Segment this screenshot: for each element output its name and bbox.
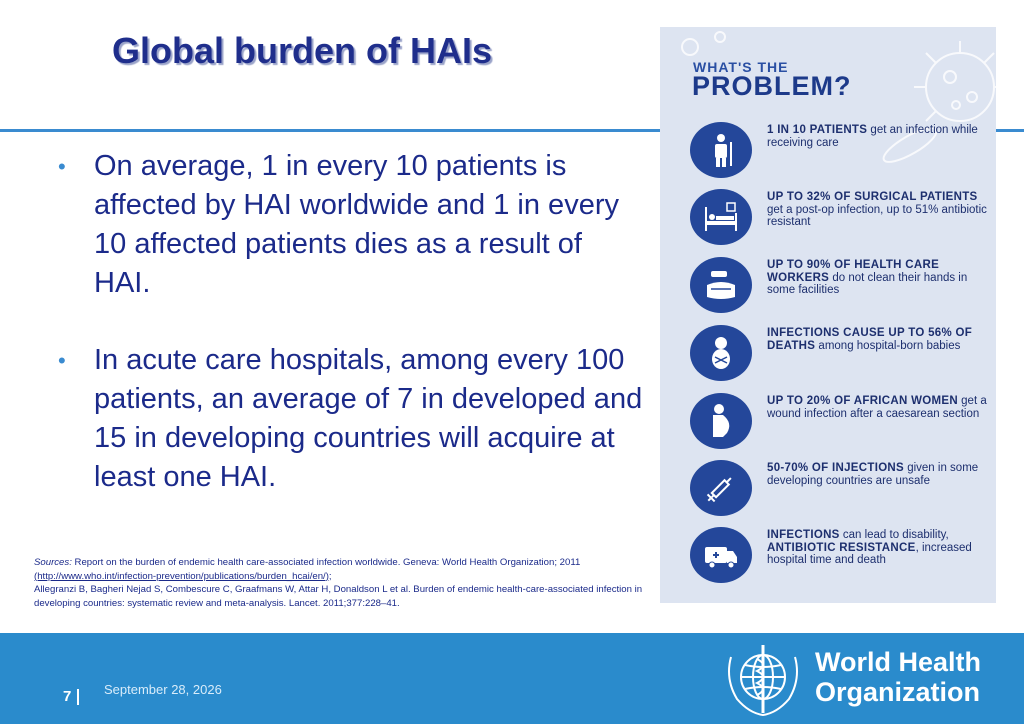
infographic-item-text: UP TO 20% OF AFRICAN WOMEN get a wound infection after a caesarean section <box>767 395 987 420</box>
page-number-divider <box>77 689 79 705</box>
infographic-heading-small: WHAT'S THE <box>693 59 789 75</box>
page-number: 7 <box>63 688 72 705</box>
infographic-item-text: INFECTIONS CAUSE UP TO 56% OF DEATHS among hospital-born babies <box>767 327 973 352</box>
pregnant-woman-icon <box>703 403 739 439</box>
infographic-item-text: UP TO 32% OF SURGICAL PATIENTS get a post-op infection, up to 51% antibiotic resistant <box>767 191 987 228</box>
footer-date: September 28, 2026 <box>104 682 222 697</box>
who-emblem-icon <box>721 639 805 719</box>
sources-label: Sources: <box>34 557 72 568</box>
ambulance-icon <box>703 537 739 573</box>
infographic-item-text: INFECTIONS can lead to disability, ANTIBIOTIC RESISTANCE, increased hospital time and death <box>767 529 972 566</box>
who-wordmark <box>815 647 981 707</box>
infographic-item <box>690 460 990 516</box>
infographic-item <box>690 527 990 583</box>
hospital-bed-icon <box>703 199 739 235</box>
bullet-item <box>58 341 643 497</box>
infographic-item-text: 1 IN 10 PATIENTS get an infection while receiving care <box>767 124 978 149</box>
infographic-item-text: UP TO 90% OF HEALTH CARE WORKERS do not clean their hands in some facilities <box>767 259 968 296</box>
infographic-heading-large: PROBLEM? <box>692 71 852 101</box>
source-link-suffix: ; <box>328 570 332 582</box>
slide-title: Global burden of HAIs <box>112 30 493 71</box>
source-2: Allegranzi B, Bagheri Nejad S, Combescure C, Graafmans W, Attar H, Donaldson L et al. Burden of endemic health-care-associated infection in developing countries: systematic review and meta-analysis. Lancet. 2011;377:228–41. <box>34 584 643 609</box>
who-name-line2: Organization <box>815 677 981 707</box>
problem-infographic <box>660 27 996 603</box>
bullet-dot-icon: • <box>58 348 66 373</box>
infographic-item <box>690 325 990 381</box>
handwash-icon <box>703 267 739 303</box>
bullet-text: On average, 1 in every 10 patients is affected by HAI worldwide and 1 in every 10 affected patients dies as a result of HAI. <box>94 150 619 299</box>
bullet-list <box>58 147 643 535</box>
infographic-item <box>690 189 990 245</box>
infographic-item-text: 50-70% OF INJECTIONS given in some developing countries are unsafe <box>767 462 979 487</box>
infographic-item <box>690 393 990 449</box>
who-name-line1: World Health <box>815 647 982 677</box>
baby-icon <box>703 335 739 371</box>
infographic-item <box>690 257 990 313</box>
bullet-item <box>58 147 643 303</box>
source-link[interactable]: (http://www.who.int/infection-prevention/publications/burden_hcai/en/) <box>34 570 329 582</box>
bullet-dot-icon: • <box>58 154 66 179</box>
bullet-text: In acute care hospitals, among every 100 patients, an average of 7 in developed and 15 in developing countries will acquire at least one HAI. <box>94 344 643 493</box>
sources-note <box>34 556 644 610</box>
slide-footer <box>0 633 1024 724</box>
patient-icon <box>703 132 739 168</box>
source-1: Report on the burden of endemic health care-associated infection worldwide. Geneva: World Health Organization; 2011 <box>71 557 581 568</box>
infographic-item <box>690 122 990 178</box>
syringe-icon <box>703 470 739 506</box>
virus-decoration-icon <box>660 27 996 603</box>
